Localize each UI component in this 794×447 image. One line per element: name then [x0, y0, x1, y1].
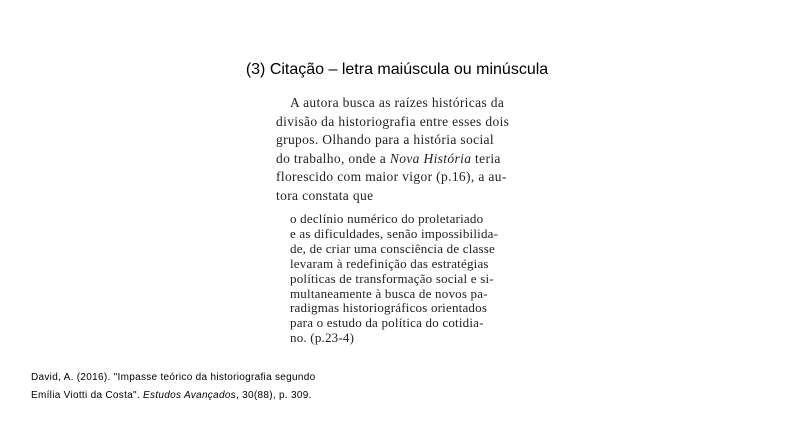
excerpt-line: grupos. Olhando para a história social	[276, 132, 494, 147]
quote-line: e as dificuldades, senão impossibilida-	[290, 225, 499, 241]
italic-title: Nova História	[389, 150, 472, 166]
quote-line: para o estudo da política do cotidia-	[290, 315, 484, 331]
excerpt-line-text: teria	[475, 150, 501, 166]
reference-volume-pages: , 30(88), p. 309.	[235, 390, 312, 401]
quote-line: levaram à redefinição das estratégias	[290, 255, 489, 271]
slide-title: (3) Citação – letra maiúscula ou minúscula	[245, 61, 549, 78]
excerpt-line: divisão da historiografia entre esses dois	[276, 113, 510, 129]
excerpt-block-quote	[290, 212, 526, 346]
excerpt-line	[276, 150, 526, 169]
quote-line: o declínio numérico do proletariado	[290, 211, 484, 226]
quoted-excerpt	[276, 94, 526, 346]
excerpt-line: A autora busca as raízes históricas da	[290, 95, 505, 110]
quote-line: de, de criar uma consciência de classe	[290, 240, 496, 256]
reference-line: David, A. (2016). "Impasse teórico da historiografia segundo	[31, 372, 316, 383]
quote-line: no. (p.23-4)	[290, 330, 355, 346]
journal-title: Estudos Avançados	[143, 390, 236, 401]
excerpt-line-text: do trabalho, onde a	[276, 150, 387, 166]
reference-line	[31, 387, 451, 405]
excerpt-line: tora constata que	[276, 187, 374, 203]
excerpt-intro-paragraph	[276, 94, 526, 205]
quote-line: multaneamente à busca de novos pa-	[290, 285, 488, 301]
quote-line: radigmas historiográficos orientados	[290, 300, 488, 316]
quote-line: políticas de transformação social e si-	[290, 270, 494, 286]
excerpt-line: florescido com maior vigor (p.16), a au-	[276, 169, 507, 184]
source-reference	[31, 369, 451, 405]
reference-authors-title: Emília Viotti da Costa".	[31, 390, 140, 401]
